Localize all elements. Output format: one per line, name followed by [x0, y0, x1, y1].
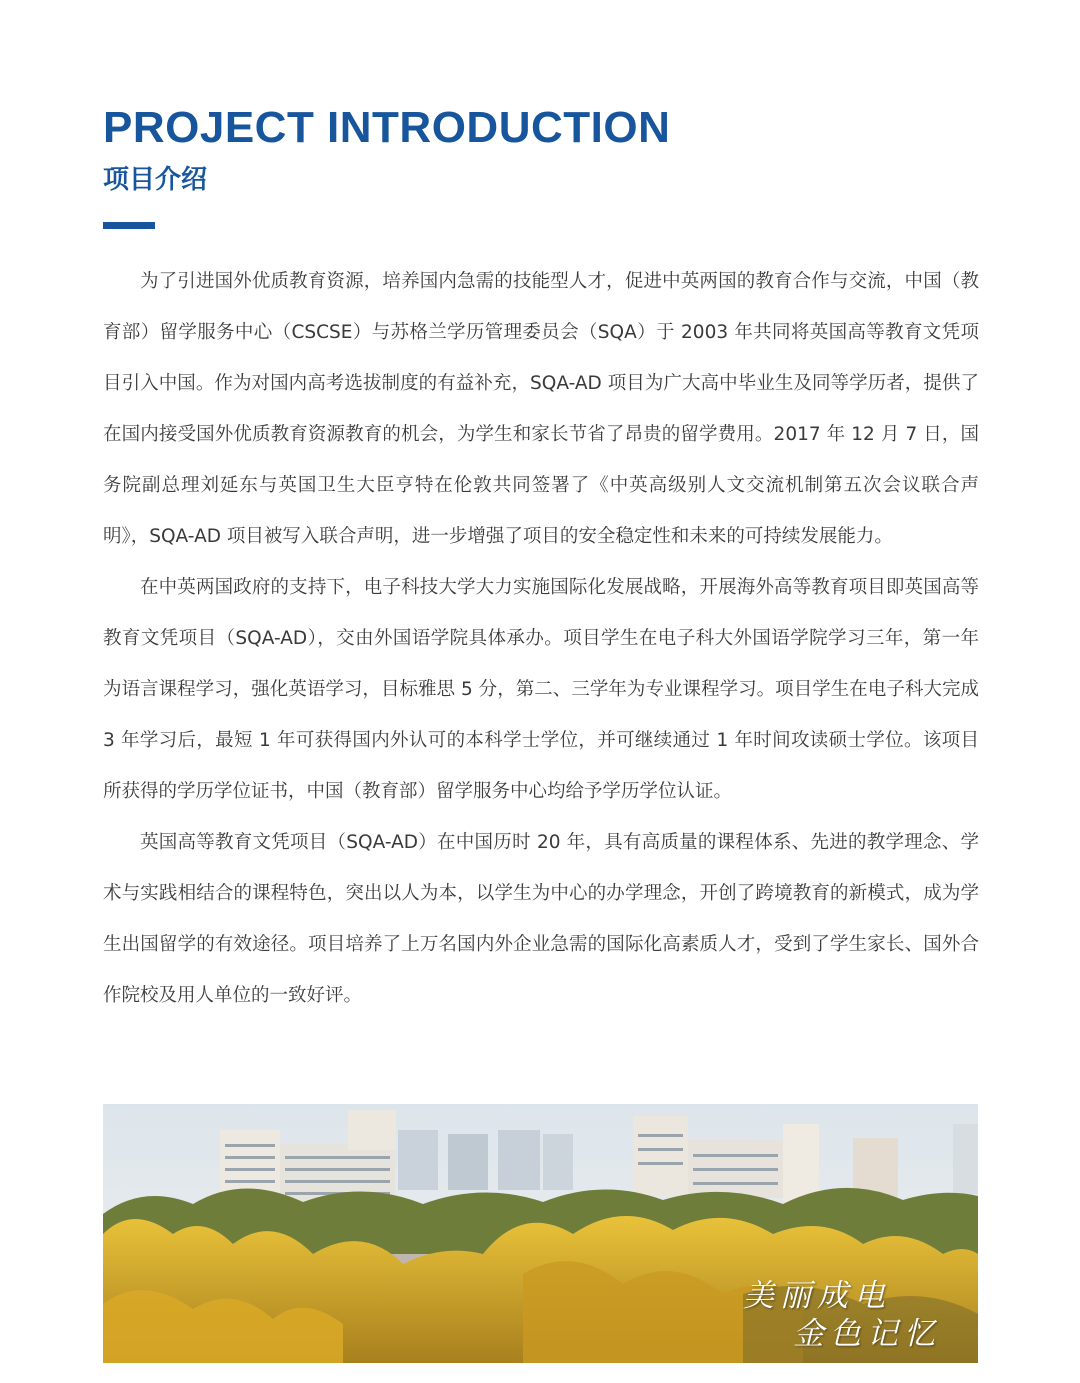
title-underline-bar — [103, 222, 155, 229]
campus-photo — [103, 1104, 978, 1363]
page-title-zh: 项目介绍 — [103, 165, 208, 195]
intro-body — [103, 256, 979, 1021]
paragraph-3: 英国高等教育文凭项目（SQA-AD）在中国历时 20 年，具有高质量的课程体系、先进的教学理念、学术与实践相结合的课程特色，突出以人为本，以学生为中心的办学理念，开创了跨境教育的新模式，成为学生出国留学的有效途径。项目培养了上万名国内外企业急需的国际化高素质人才，受到了学生家长、国外合作院校及用人单位的一致好评。 — [103, 832, 979, 1006]
page-title-en: PROJECT INTRODUCTION — [103, 103, 671, 152]
paragraph-1: 为了引进国外优质教育资源，培养国内急需的技能型人才，促进中英两国的教育合作与交流，中国（教育部）留学服务中心（CSCSE）与苏格兰学历管理委员会（SQA）于 2003 年共同将英国高等教育文凭项目引入中国。作为对国内高考选拔制度的有益补充，SQA-AD 项目为广大高中毕业生及同等学历者，提供了在国内接受国外优质教育资源教育的机会，为学生和家长节省了昂贵的留学费用。2017 年 12 月 7 日，国务院副总理刘延东与英国卫生大臣亨特在伦敦共同签署了《中英高级别人文交流机制第五次会议联合声明》，SQA-AD 项目被写入联合声明，进一步增强了项目的安全稳定性和未来的可持续发展能力。 — [103, 271, 979, 547]
photo-caption-line-1: 美丽成电 — [743, 1278, 891, 1314]
photo-caption-line-2: 金色记忆 — [793, 1316, 941, 1352]
paragraph-2: 在中英两国政府的支持下，电子科技大学大力实施国际化发展战略，开展海外高等教育项目即英国高等教育文凭项目（SQA-AD），交由外国语学院具体承办。项目学生在电子科大外国语学院学习三年，第一年为语言课程学习，强化英语学习，目标雅思 5 分，第二、三学年为专业课程学习。项目学生在电子科大完成 3 年学习后，最短 1 年可获得国内外认可的本科学士学位，并可继续通过 1 年时间攻读硕士学位。该项目所获得的学历学位证书，中国（教育部）留学服务中心均给予学历学位认证。 — [103, 577, 979, 802]
